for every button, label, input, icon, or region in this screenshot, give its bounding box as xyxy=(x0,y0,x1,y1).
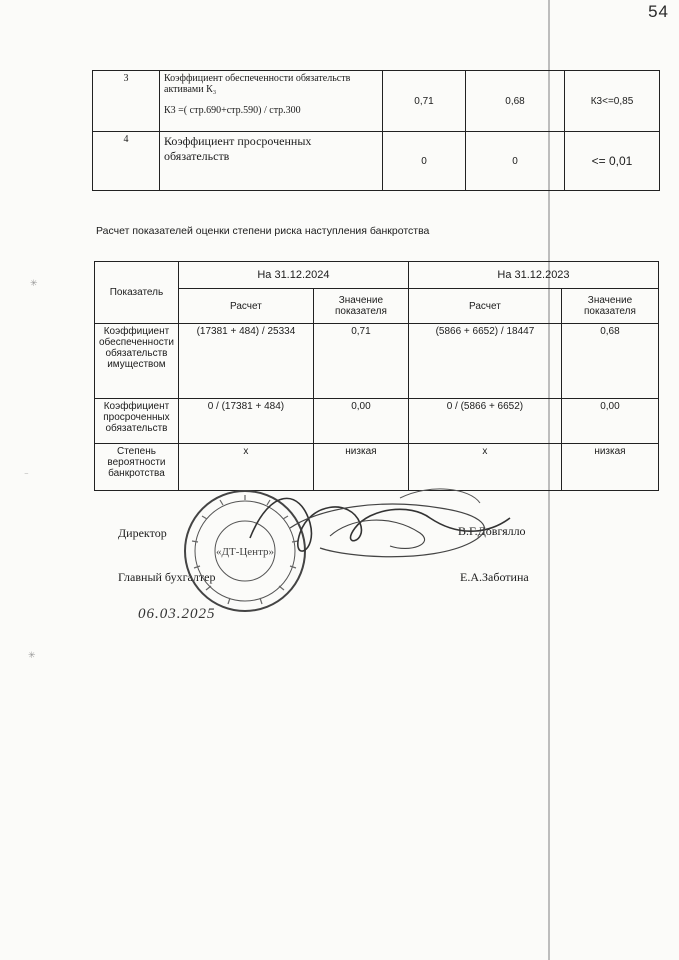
handwritten-date: 06.03.2025 xyxy=(138,606,216,622)
stamp-center-text: «ДТ-Центр» xyxy=(215,546,275,558)
director-label: Директор xyxy=(118,526,167,540)
row-number: 3 xyxy=(93,71,160,132)
scan-speck-icon: ✳ xyxy=(30,278,38,288)
row-number: 4 xyxy=(93,132,160,191)
indicator-name: Коэффициент просроченных обязательств xyxy=(95,399,179,444)
ratios-table xyxy=(92,70,660,191)
table-header-row xyxy=(95,262,659,289)
table-row xyxy=(95,399,659,444)
scan-speck-icon: ✳ xyxy=(28,650,36,660)
calc-2023: (5866 + 6652) / 18447 xyxy=(408,324,561,399)
indicator-name xyxy=(160,71,383,132)
value-2024: 0,00 xyxy=(313,399,408,444)
table-subheader-row xyxy=(95,289,659,324)
table-row xyxy=(93,132,660,191)
table-row xyxy=(93,71,660,132)
header-date-2024: На 31.12.2024 xyxy=(178,262,408,289)
calc-2024: (17381 + 484) / 25334 xyxy=(178,324,313,399)
value-2023: 0,68 xyxy=(561,324,658,399)
value-2024: 0 xyxy=(383,132,466,191)
indicator-formula: К3 =( стр.690+стр.590) / стр.300 xyxy=(164,105,301,116)
indicator-name xyxy=(160,132,383,191)
calc-2024: 0 / (17381 + 484) xyxy=(178,399,313,444)
header-value-2024: Значение показателя xyxy=(313,289,408,324)
header-calc-2024: Расчет xyxy=(178,289,313,324)
page-number: 54 xyxy=(648,2,669,21)
indicator-title: Коэффициент обеспеченности обязательств активами К₃ xyxy=(164,73,351,95)
value-2024: 0,71 xyxy=(383,71,466,132)
handwritten-signature-icon xyxy=(230,478,530,578)
section-caption: Расчет показателей оценки степени риска наступления банкротства xyxy=(96,225,430,237)
value-2023: 0,00 xyxy=(561,399,658,444)
norm-value: К3<=0,85 xyxy=(565,71,660,132)
value-2024: низкая xyxy=(313,444,408,491)
value-2023: 0,68 xyxy=(466,71,565,132)
scan-speck-icon: ⁻ xyxy=(24,470,29,480)
norm-value: <= 0,01 xyxy=(565,132,660,191)
header-date-2023: На 31.12.2023 xyxy=(408,262,658,289)
calc-2023: 0 / (5866 + 6652) xyxy=(408,399,561,444)
accountant-label: Главный бухгалтер xyxy=(118,570,216,584)
value-2023: низкая xyxy=(561,444,658,491)
indicator-name: Степень вероятности банкротства xyxy=(95,444,179,491)
header-calc-2023: Расчет xyxy=(408,289,561,324)
header-value-2023: Значение показателя xyxy=(561,289,658,324)
calc-2023: х xyxy=(408,444,561,491)
director-name: В.Г.Довгялло xyxy=(458,524,526,538)
table-row xyxy=(95,324,659,399)
header-indicator: Показатель xyxy=(95,262,179,324)
bankruptcy-risk-table xyxy=(94,261,659,491)
indicator-name: Коэффициент обеспеченности обязательств имуществом xyxy=(95,324,179,399)
value-2024: 0,71 xyxy=(313,324,408,399)
value-2023: 0 xyxy=(466,132,565,191)
calc-2024: х xyxy=(178,444,313,491)
indicator-title: Коэффициент просроченных обязательств xyxy=(164,134,312,163)
accountant-name: Е.А.Заботина xyxy=(460,570,529,584)
